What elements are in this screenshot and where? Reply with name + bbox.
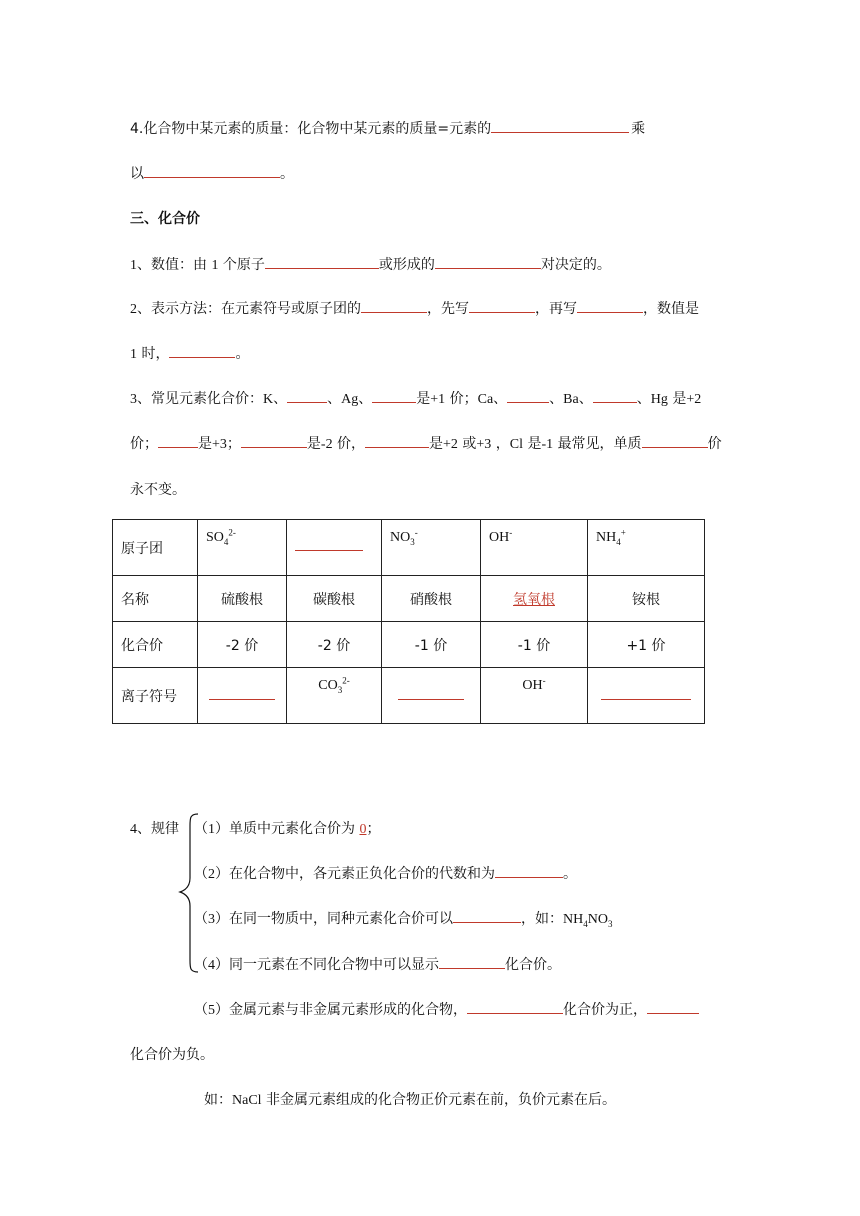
num: +3 bbox=[212, 437, 227, 452]
ion-cell bbox=[287, 668, 382, 724]
num: +1 bbox=[430, 392, 446, 407]
row-label: 离子符号 bbox=[113, 668, 198, 724]
num: 1 bbox=[130, 258, 137, 273]
num: 3 bbox=[130, 392, 137, 407]
point-2-cont bbox=[130, 344, 249, 365]
text: ）金属元素与非金属元素形成的化合物， bbox=[215, 1002, 467, 1018]
text: 价， bbox=[337, 436, 366, 452]
answer-blank[interactable] bbox=[647, 1001, 699, 1014]
answer-blank[interactable] bbox=[507, 390, 549, 403]
point-2 bbox=[130, 299, 699, 320]
answer-blank[interactable] bbox=[158, 435, 198, 448]
text: ）在同一物质中，同种元素化合价可以 bbox=[215, 911, 453, 927]
answer-blank[interactable] bbox=[287, 390, 327, 403]
text: 如： bbox=[204, 1092, 232, 1108]
text: ； bbox=[366, 821, 381, 837]
formula-sup: - bbox=[542, 675, 546, 686]
text: ，再写 bbox=[535, 301, 577, 317]
formula-cell bbox=[382, 520, 481, 576]
formula: NH bbox=[596, 530, 617, 545]
name-cell: 硫酸根 bbox=[198, 576, 287, 622]
formula-sup: 2- bbox=[228, 527, 236, 538]
answer-text: 0 bbox=[359, 822, 367, 837]
text: 价； bbox=[130, 436, 158, 452]
answer-blank[interactable] bbox=[295, 538, 363, 551]
answer-blank[interactable] bbox=[144, 165, 280, 178]
valence-cell: +1 价 bbox=[588, 622, 705, 668]
text: 或 bbox=[462, 436, 477, 452]
answer-blank[interactable] bbox=[491, 120, 629, 133]
num: 1 bbox=[208, 822, 215, 837]
formula-sup: + bbox=[620, 527, 626, 538]
formula-sub: 4 bbox=[616, 536, 621, 547]
answer-blank[interactable] bbox=[577, 300, 643, 313]
answer-blank[interactable] bbox=[241, 435, 307, 448]
text: 最常见，单质 bbox=[557, 436, 642, 452]
num: 1 bbox=[211, 258, 219, 273]
row-label: 名称 bbox=[113, 576, 198, 622]
element: Ca bbox=[477, 392, 494, 407]
text: 。 bbox=[280, 166, 294, 182]
formula: NO bbox=[390, 530, 411, 545]
text: ，数值是 bbox=[643, 301, 699, 317]
formula-sub: 4 bbox=[223, 536, 229, 547]
text: 乘 bbox=[631, 121, 646, 137]
text: 价 bbox=[707, 436, 722, 452]
text: （ bbox=[194, 957, 208, 973]
formula-part: NH bbox=[563, 912, 584, 927]
text: 、 bbox=[636, 391, 651, 407]
answer-blank[interactable] bbox=[398, 687, 464, 700]
text: 或形成的 bbox=[378, 257, 435, 273]
paragraph-mass-formula bbox=[130, 119, 645, 139]
text: ，先写 bbox=[427, 301, 469, 317]
rules-label bbox=[130, 819, 179, 840]
formula-cell bbox=[588, 520, 705, 576]
rule-3 bbox=[194, 909, 612, 930]
text: 是 bbox=[306, 436, 321, 452]
formula-sup: - bbox=[414, 527, 418, 538]
text: 以 bbox=[130, 166, 144, 182]
answer-blank[interactable] bbox=[467, 1001, 563, 1014]
text: ， bbox=[495, 436, 510, 452]
answer-blank[interactable] bbox=[372, 390, 416, 403]
answer-blank[interactable] bbox=[593, 390, 637, 403]
text: 、 bbox=[273, 391, 288, 407]
num: -2 bbox=[320, 437, 333, 452]
text: （ bbox=[194, 1002, 208, 1018]
ion-cell bbox=[588, 668, 705, 724]
text: 非金属元素组成的化合物正价元素在前，负价元素在后。 bbox=[266, 1092, 617, 1108]
answer-blank[interactable] bbox=[495, 865, 563, 878]
num: 1 bbox=[130, 347, 137, 362]
text: ，如： bbox=[521, 911, 563, 927]
formula-sup: 2- bbox=[342, 675, 350, 686]
ion-cell bbox=[481, 668, 588, 724]
text: ）在化合物中，各元素正负化合价的代数和为 bbox=[215, 866, 495, 882]
formula-sup: - bbox=[509, 527, 513, 538]
formula: SO bbox=[206, 530, 224, 545]
text: ； bbox=[226, 436, 241, 452]
table-row bbox=[113, 668, 705, 724]
formula-sub: 3 bbox=[607, 918, 613, 929]
num: -1 bbox=[541, 437, 554, 452]
text: 。 bbox=[235, 346, 250, 362]
text: 价； bbox=[449, 391, 478, 407]
text: 、数值：由 bbox=[137, 257, 207, 273]
row-label: 化合价 bbox=[113, 622, 198, 668]
text: 、 bbox=[549, 391, 564, 407]
text: ）单质中元素化合价为 bbox=[215, 821, 355, 837]
element: Cl bbox=[509, 437, 523, 452]
text: 是 bbox=[198, 436, 212, 452]
ion-table bbox=[112, 519, 705, 724]
answer-blank[interactable] bbox=[265, 256, 379, 269]
text: 时， bbox=[141, 346, 170, 362]
text: 是 bbox=[527, 436, 542, 452]
num: 4 bbox=[208, 958, 215, 973]
ion-cell bbox=[382, 668, 481, 724]
num: +2 bbox=[686, 392, 702, 407]
answer-blank[interactable] bbox=[209, 687, 275, 700]
num: 4 bbox=[130, 822, 137, 837]
formula-cell bbox=[287, 520, 382, 576]
formula: OH bbox=[522, 678, 543, 693]
answer-blank[interactable] bbox=[361, 300, 427, 313]
num: 2 bbox=[208, 867, 215, 882]
formula-cell bbox=[198, 520, 287, 576]
text: 、 bbox=[578, 391, 593, 407]
answer-blank[interactable] bbox=[365, 435, 429, 448]
text: 、 bbox=[358, 391, 373, 407]
table-row bbox=[113, 576, 705, 622]
rule-5 bbox=[194, 1000, 699, 1021]
text: （ bbox=[194, 911, 208, 927]
formula-part: NO bbox=[587, 912, 608, 927]
rule-2 bbox=[194, 864, 577, 885]
example-line bbox=[204, 1090, 616, 1111]
text: 。 bbox=[563, 866, 577, 882]
formula: NaCl bbox=[232, 1093, 262, 1108]
formula: CO bbox=[318, 678, 338, 693]
text: 化合价。 bbox=[505, 957, 561, 973]
text: 是 bbox=[672, 391, 687, 407]
text: 、规律 bbox=[137, 821, 179, 837]
rule-5-cont bbox=[130, 1045, 214, 1065]
text: ）同一元素在不同化合物中可以显示 bbox=[215, 957, 439, 973]
num: +3 bbox=[476, 437, 492, 452]
num: 2 bbox=[130, 302, 137, 317]
formula-sub: 4 bbox=[583, 918, 588, 929]
answer-blank[interactable] bbox=[439, 956, 505, 969]
ion-cell bbox=[198, 668, 287, 724]
text: （ bbox=[194, 866, 208, 882]
name-cell: 硝酸根 bbox=[382, 576, 481, 622]
row-label: 原子团 bbox=[113, 520, 198, 576]
table-row bbox=[113, 622, 705, 668]
valence-cell: -2 价 bbox=[287, 622, 382, 668]
valence-cell: -2 价 bbox=[198, 622, 287, 668]
text: 化合价为正， bbox=[563, 1002, 647, 1018]
section-heading bbox=[130, 209, 200, 229]
heading-text: 三、化合价 bbox=[130, 211, 200, 227]
point-3-end bbox=[130, 480, 186, 500]
table-row bbox=[113, 520, 705, 576]
text: 是 bbox=[429, 436, 444, 452]
element: Hg bbox=[650, 392, 668, 407]
answer-blank[interactable] bbox=[453, 910, 521, 923]
text: 、 bbox=[493, 391, 508, 407]
name-cell bbox=[481, 576, 588, 622]
answer-blank[interactable] bbox=[642, 435, 708, 448]
formula bbox=[563, 912, 612, 927]
answer-blank[interactable] bbox=[469, 300, 535, 313]
element: K bbox=[263, 392, 274, 407]
rule-4 bbox=[194, 955, 561, 976]
num: 5 bbox=[208, 1003, 215, 1018]
answer-text: 氢氧根 bbox=[513, 591, 555, 608]
point-3-cont bbox=[130, 434, 722, 455]
valence-cell: -1 价 bbox=[481, 622, 588, 668]
text: 、 bbox=[327, 391, 342, 407]
answer-blank[interactable] bbox=[169, 345, 235, 358]
name-cell: 碳酸根 bbox=[287, 576, 382, 622]
num: 3 bbox=[208, 912, 215, 927]
text: 4.化合物中某元素的质量：化合物中某元素的质量=元素的 bbox=[130, 121, 492, 137]
formula: OH bbox=[489, 530, 510, 545]
rule-1 bbox=[194, 819, 380, 840]
element: Ag bbox=[341, 392, 359, 407]
text: 、常见元素化合价： bbox=[137, 391, 263, 407]
text: （ bbox=[194, 821, 208, 837]
element: Ba bbox=[563, 392, 579, 407]
formula-cell bbox=[481, 520, 588, 576]
valence-cell: -1 价 bbox=[382, 622, 481, 668]
point-3 bbox=[130, 389, 701, 410]
num: +2 bbox=[443, 437, 458, 452]
formula-sub: 3 bbox=[410, 536, 415, 547]
name-cell: 铵根 bbox=[588, 576, 705, 622]
text: 永不变。 bbox=[130, 482, 186, 498]
text: 化合价为负。 bbox=[130, 1047, 214, 1063]
text: 、表示方法：在元素符号或原子团的 bbox=[137, 301, 361, 317]
answer-blank[interactable] bbox=[601, 687, 691, 700]
formula-sub: 3 bbox=[337, 684, 343, 695]
answer-blank[interactable] bbox=[435, 256, 541, 269]
point-1 bbox=[130, 255, 611, 276]
text: 是 bbox=[416, 391, 431, 407]
text: 对决定的。 bbox=[540, 257, 611, 273]
paragraph-mass-formula-cont bbox=[130, 164, 294, 184]
text: 个原子 bbox=[222, 257, 265, 273]
